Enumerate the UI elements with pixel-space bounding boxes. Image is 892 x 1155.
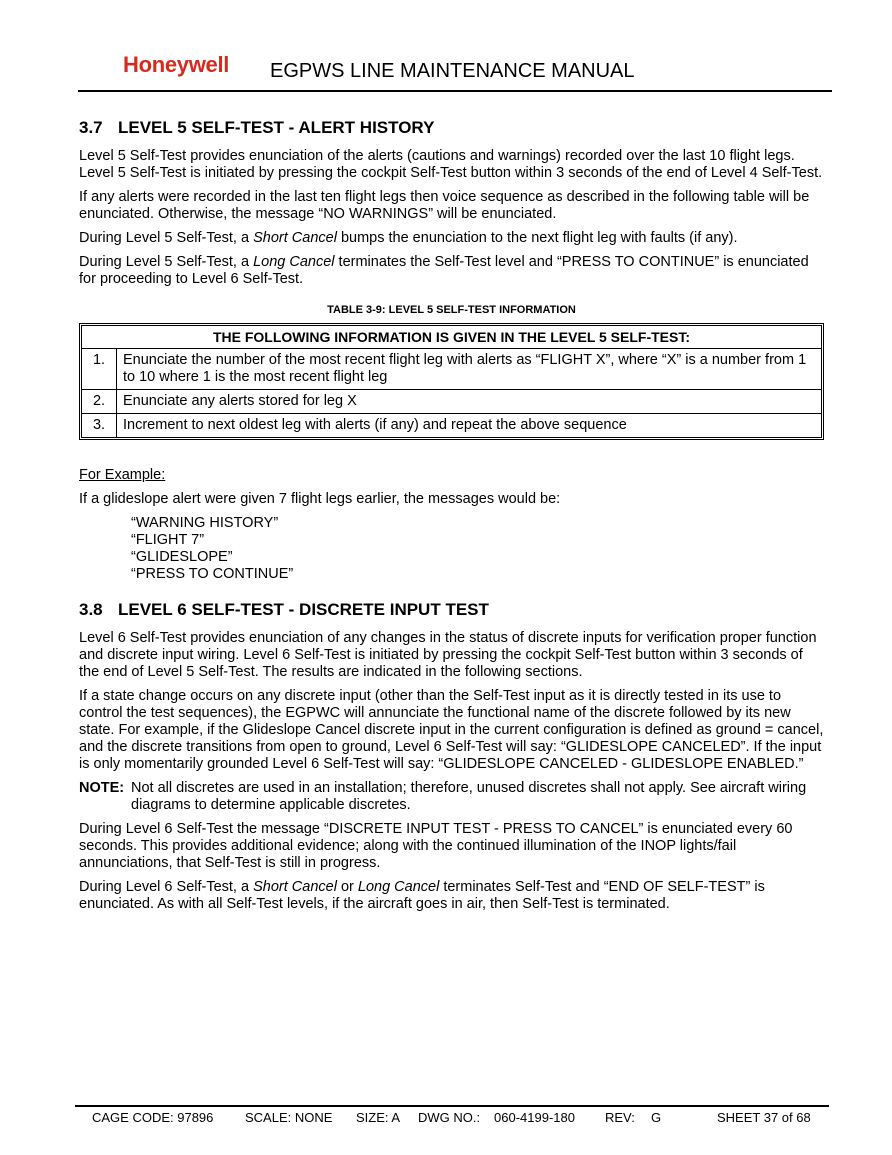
list-item: “GLIDESLOPE” bbox=[131, 549, 233, 565]
text-run: During Level 5 Self-Test, a bbox=[79, 254, 254, 270]
text-run: terminates Self-Test and “END OF SELF-TEST” is enunciated. As with all Self-Test levels, if the aircraft goes in air, then Self-Test is terminated. bbox=[79, 879, 765, 912]
note-label: NOTE: bbox=[79, 780, 125, 796]
table-header: THE FOLLOWING INFORMATION IS GIVEN IN THE LEVEL 5 SELF-TEST: bbox=[82, 326, 821, 349]
paragraph: If any alerts were recorded in the last ten flight legs then voice sequence as described in the following table will be enunciated. Otherwise, the message “NO WARNINGS” will be enunciated. bbox=[79, 189, 810, 222]
emphasis-text: Long Cancel bbox=[357, 879, 440, 895]
list-item: “WARNING HISTORY” bbox=[131, 515, 279, 531]
list-item: “FLIGHT 7” bbox=[131, 532, 205, 548]
row-number: 2. bbox=[82, 389, 117, 413]
paragraph bbox=[79, 230, 824, 247]
dwg-number: 060-4199-180 bbox=[494, 1110, 575, 1125]
row-text: Increment to next oldest leg with alerts (if any) and repeat the above sequence bbox=[117, 413, 821, 437]
text-run: During Level 5 Self-Test, a bbox=[79, 230, 254, 246]
note-text: Not all discretes are used in an installation; therefore, unused discretes shall not apply. See aircraft wiring diagrams to determine applicable discretes. bbox=[131, 780, 807, 813]
rev-value: G bbox=[651, 1110, 662, 1125]
scale: SCALE: NONE bbox=[245, 1110, 333, 1125]
page-header bbox=[78, 50, 832, 92]
section-3-7-heading bbox=[79, 118, 824, 138]
paragraph bbox=[79, 879, 824, 913]
rev-label: REV: bbox=[605, 1110, 635, 1125]
section-3-8-heading bbox=[79, 600, 824, 620]
paragraph bbox=[79, 254, 824, 288]
section-number: 3.8 bbox=[79, 600, 103, 619]
sheet-number: SHEET 37 of 68 bbox=[717, 1110, 811, 1125]
list-item: “PRESS TO CONTINUE” bbox=[131, 566, 294, 582]
self-test-info-table bbox=[79, 323, 824, 440]
text-run: During Level 6 Self-Test, a bbox=[79, 879, 254, 895]
message-list bbox=[131, 515, 824, 583]
paragraph: If a state change occurs on any discrete input (other than the Self-Test input as it is directly tested in its use to control the test sequences), the EGPWC will annunciate the functional name of the discrete followed by its new state. For example, if the Glideslope Cancel discrete input in the current configuration is defined as ground = cancel, and the discrete transitions from open to ground, Level 6 Self-Test will say: “GLIDESLOPE CANCELED”. If the input is only momentarily grounded Level 6 Self-Test will say: “GLIDESLOPE CANCELED - GLIDESLOPE ENABLED.” bbox=[79, 688, 824, 772]
table-row bbox=[82, 413, 821, 437]
row-text: Enunciate any alerts stored for leg X bbox=[117, 389, 821, 413]
paragraph: Level 5 Self-Test provides enunciation of the alerts (cautions and warnings) recorded over the last 10 flight legs. Level 5 Self-Test is initiated by pressing the cockpit Self-Test button within 3 seconds of the end of Level 4 Self-Test. bbox=[79, 148, 823, 181]
row-text: Enunciate the number of the most recent flight leg with alerts as “FLIGHT X”, where “X” is a number from 1 to 10 where 1 is the most recent flight leg bbox=[123, 352, 807, 385]
section-title: LEVEL 5 SELF-TEST - ALERT HISTORY bbox=[118, 118, 435, 137]
honeywell-logo: Honeywell bbox=[123, 52, 230, 77]
table-row bbox=[82, 349, 821, 389]
section-3-8 bbox=[79, 600, 824, 913]
cage-code: CAGE CODE: 97896 bbox=[92, 1110, 214, 1125]
manual-title: EGPWS LINE MAINTENANCE MANUAL bbox=[270, 60, 635, 82]
paragraph: During Level 6 Self-Test the message “DISCRETE INPUT TEST - PRESS TO CANCEL” is enunciated every 60 seconds. This provides additional evidence; along with the continued illumination of the INOP lights/fail annunciations, that Self-Test is still in progress. bbox=[79, 821, 793, 871]
emphasis-text: Short Cancel bbox=[253, 879, 337, 895]
size: SIZE: A bbox=[356, 1110, 401, 1125]
table-caption: TABLE 3-9: LEVEL 5 SELF-TEST INFORMATION bbox=[327, 304, 576, 316]
page-content bbox=[79, 118, 824, 920]
example-intro: If a glideslope alert were given 7 flight legs earlier, the messages would be: bbox=[79, 491, 561, 507]
section-title: LEVEL 6 SELF-TEST - DISCRETE INPUT TEST bbox=[118, 600, 489, 619]
table-row bbox=[82, 389, 821, 413]
section-number: 3.7 bbox=[79, 118, 103, 137]
example-label: For Example: bbox=[79, 467, 166, 483]
text-run: bumps the enunciation to the next flight leg with faults (if any). bbox=[336, 230, 738, 246]
text-run: terminates the Self-Test level and “PRESS TO CONTINUE” is enunciated for proceeding to Level 6 Self-Test. bbox=[79, 254, 809, 287]
paragraph: Level 6 Self-Test provides enunciation of any changes in the status of discrete inputs for verification proper function and discrete input wiring. Level 6 Self-Test is initiated by pressing the cockpit Self-Test button within 3 seconds of the end of Level 5 Self-Test. The results are indicated in the following sections. bbox=[79, 630, 817, 680]
emphasis-text: Short Cancel bbox=[253, 230, 337, 246]
text-run: or bbox=[336, 879, 358, 895]
page-footer bbox=[75, 1105, 829, 1125]
row-number: 3. bbox=[82, 413, 117, 437]
emphasis-text: Long Cancel bbox=[253, 254, 335, 270]
note bbox=[79, 780, 824, 814]
dwg-label: DWG NO.: bbox=[418, 1110, 481, 1125]
row-number: 1. bbox=[82, 349, 117, 389]
